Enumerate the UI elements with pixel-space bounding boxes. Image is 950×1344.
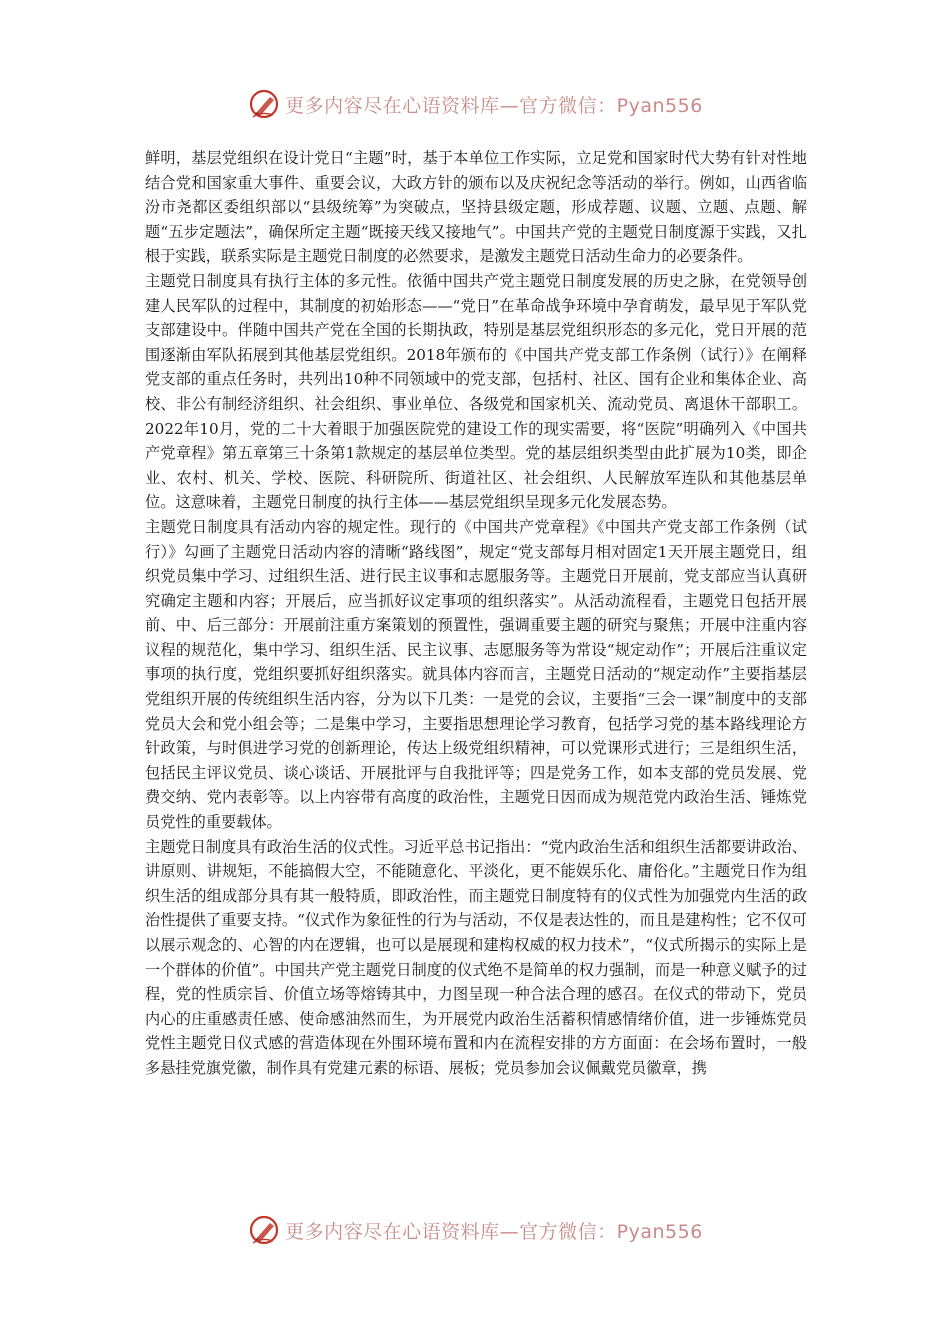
paragraph: 主题党日制度具有政治生活的仪式性。习近平总书记指出：“党内政治生活和组织生活都要讲政治、讲原则、讲规矩，不能搞假大空，不能随意化、平淡化，更不能娱乐化、庸俗化。”主题党日作为组织生活的组成部分具有其一般特质，即政治性，而主题党日制度特有的仪式性为加强党内生活的政治性提供了重要支持。“仪式作为象征性的行为与活动，不仅是表达性的，而且是建构性；它不仅可以展示观念的、心智的内在逻辑，也可以是展现和建构权威的权力技术”，“仪式所揭示的实际上是一个群体的价值”。中国共产党主题党日制度的仪式绝不是简单的权力强制，而是一种意义赋予的过程，党的性质宗旨、价值立场等熔铸其中，力图呈现一种合法合理的感召。在仪式的带动下，党员内心的庄重感责任感、使命感油然而生，为开展党内政治生活蓄积情感情绪价值，进一步锤炼党员党性主题党日仪式感的营造体现在外围环境布置和内在流程安排的方方面面：在会场布置时，一般多悬挂党旗党徽，制作具有党建元素的标语、展板；党员参加会议佩戴党员徽章，携 <box>145 837 807 1077</box>
paragraph: 主题党日制度具有活动内容的规定性。现行的《中国共产党章程》《中国共产党支部工作条例（试行）》勾画了主题党日活动内容的清晰“路线图”，规定“党支部每月相对固定1天开展主题党日，组织党员集中学习、过组织生活、进行民主议事和志愿服务等。主题党日开展前，党支部应当认真研究确定主题和内容；开展后，应当抓好议定事项的组织落实”。从活动流程看，主题党日包括开展前、中、后三部分：开展前注重方案策划的预置性，强调重要主题的研究与聚焦；开展中注重内容议程的规范化，集中学习、组织生活、民主议事、志愿服务等为常设“规定动作”；开展后注重议定事项的执行度，党组织要抓好组织落实。就具体内容而言，主题党日活动的“规定动作”主要指基层党组织开展的传统组织生活内容，分为以下几类：一是党的会议，主要指“三会一课”制度中的支部党员大会和党小组会等；二是集中学习，主要指思想理论学习教育，包括学习党的基本路线理论方针政策，与时俱进学习党的创新理论，传达上级党组织精神，可以党课形式进行；三是组织生活，包括民主评议党员、谈心谈话、开展批评与自我批评等；四是党务工作，如本支部的党员发展、党费交纳、党内表彰等。以上内容带有高度的政治性，主题党日因而成为规范党内政治生活、锤炼党员党性的重要载体。 <box>145 517 807 832</box>
banner-text: 更多内容尽在心语资料库—官方微信：Pyan556 <box>285 1220 703 1243</box>
paragraph: 主题党日制度具有执行主体的多元性。依循中国共产党主题党日制度发展的历史之脉，在党领导创建人民军队的过程中，其制度的初始形态——“党日”在革命战争环境中孕育萌发，最早见于军队党支部建设中。伴随中国共产党在全国的长期执政，特别是基层党组织形态的多元化，党日开展的范围逐渐由军队拓展到其他基层党组织。2018年颁布的《中国共产党支部工作条例（试行）》在阐释党支部的重点任务时，共列出10种不同领域中的党支部，包括村、社区、国有企业和集体企业、高校、非公有制经济组织、社会组织、事业单位、各级党和国家机关、流动党员、离退休干部职工。2022年10月，党的二十大着眼于加强医院党的建设工作的现实需要，将“医院”明确列入《中国共产党章程》第五章第三十条第1款规定的基层单位类型。党的基层组织类型由此扩展为10类，即企业、农村、机关、学校、医院、科研院所、街道社区、社会组织、人民解放军连队和其他基层单位。这意味着，主题党日制度的执行主体——基层党组织呈现多元化发展态势。 <box>145 271 807 512</box>
footer-banner <box>0 1210 950 1250</box>
paragraph: 鲜明，基层党组织在设计党日“主题”时，基于本单位工作实际，立足党和国家时代大势有针对性地结合党和国家重大事件、重要会议，大政方针的颁布以及庆祝纪念等活动的举行。例如，山西省临汾市尧都区委组织部以“县级统筹”为突破点，坚持县级定题，形成荐题、议题、立题、点题、解题“五步定题法”，确保所定主题“既接天线又接地气”。中国共产党的主题党日制度源于实践，又扎根于实践，联系实际是主题党日制度的必然要求，是激发主题党日活动生命力的必要条件。 <box>145 149 807 266</box>
pen-logo-icon <box>247 1213 281 1247</box>
document-body <box>145 146 807 1081</box>
header-banner <box>0 84 950 124</box>
banner-text: 更多内容尽在心语资料库—官方微信：Pyan556 <box>285 94 703 117</box>
pen-logo-icon <box>247 87 281 121</box>
